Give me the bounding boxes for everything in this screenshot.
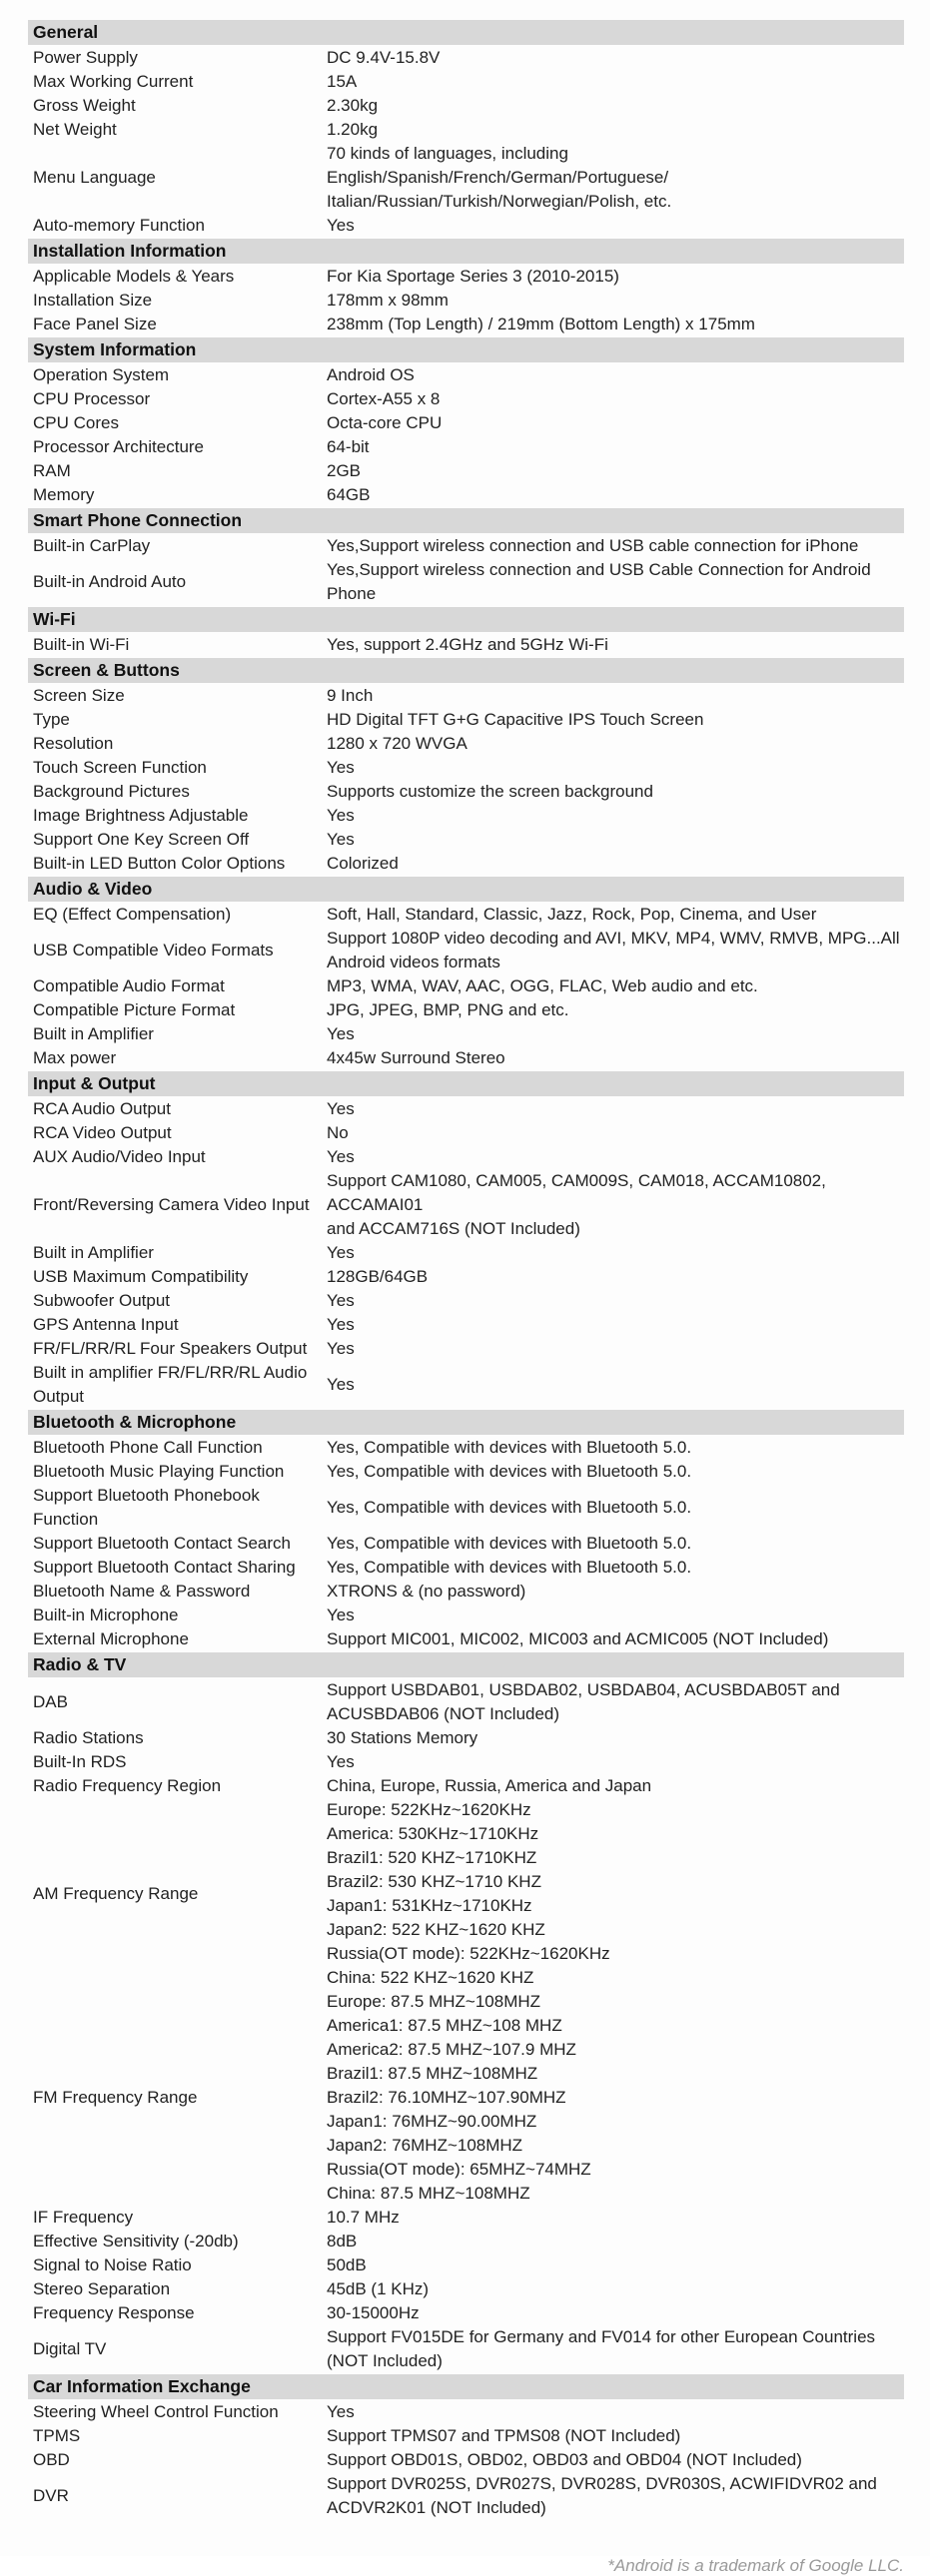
section-header (28, 658, 904, 683)
spec-row (28, 1121, 904, 1145)
spec-value (327, 1990, 904, 2206)
spec-value-line: Russia(OT mode): 65MHZ~74MHZ (327, 2160, 591, 2179)
spec-row (28, 2472, 904, 2520)
spec-label: Radio Frequency Region (33, 1776, 222, 1795)
spec-row (28, 1726, 904, 1750)
spec-row (28, 828, 904, 852)
spec-label: Face Panel Size (33, 315, 157, 333)
spec-value: 238mm (Top Length) / 219mm (Bottom Length) x 175mm (327, 315, 755, 333)
spec-row (28, 1580, 904, 1604)
spec-value: Yes (327, 216, 355, 235)
section-rows (28, 1678, 904, 2373)
spec-label: Built-in CarPlay (33, 536, 151, 555)
spec-value-line: Support CAM1080, CAM005, CAM009S, CAM018, ACCAM10802, ACCAMAI01 (327, 1171, 826, 1214)
spec-value-line: and ACCAM716S (NOT Included) (327, 1219, 580, 1238)
spec-row (28, 732, 904, 756)
spec-value-line: America1: 87.5 MHZ~108 MHZ (327, 2016, 562, 2035)
spec-value: Yes (327, 1339, 355, 1358)
spec-value-line: Japan2: 76MHZ~108MHZ (327, 2136, 523, 2155)
spec-value: Colorized (327, 854, 399, 873)
spec-label: Frequency Response (33, 2303, 195, 2322)
section-header (28, 877, 904, 902)
spec-value: Yes (327, 1147, 355, 1166)
spec-label: Bluetooth Name & Password (33, 1582, 251, 1601)
spec-label: AM Frequency Range (33, 1884, 199, 1903)
spec-value: 128GB/64GB (327, 1267, 429, 1286)
spec-value: Cortex-A55 x 8 (327, 389, 441, 408)
spec-value: Yes, Compatible with devices with Bluetooth 5.0. (327, 1498, 692, 1517)
spec-row (28, 1241, 904, 1265)
spec-value: Soft, Hall, Standard, Classic, Jazz, Rock, Pop, Cinema, and User (327, 905, 817, 924)
spec-row (28, 363, 904, 387)
section-rows (28, 363, 904, 507)
spec-value-line: Brazil1: 87.5 MHZ~108MHZ (327, 2064, 538, 2083)
spec-row (28, 70, 904, 94)
spec-label: Power Supply (33, 48, 138, 67)
spec-value: Yes (327, 1024, 355, 1043)
spec-value-line: (NOT Included) (327, 2351, 443, 2370)
spec-label: Max power (33, 1048, 117, 1067)
spec-label: Built-in Microphone (33, 1606, 179, 1624)
spec-value: 15A (327, 72, 358, 91)
spec-section (28, 658, 904, 876)
spec-value: Yes, Compatible with devices with Bluetooth 5.0. (327, 1558, 692, 1577)
spec-value: 9 Inch (327, 686, 374, 705)
spec-row (28, 2424, 904, 2448)
spec-label: External Microphone (33, 1629, 189, 1648)
spec-label: Bluetooth Music Playing Function (33, 1462, 285, 1481)
spec-row (28, 1774, 904, 1798)
spec-label: GPS Antenna Input (33, 1315, 179, 1334)
spec-table (28, 19, 904, 2576)
spec-value-line: 70 kinds of languages, including (327, 144, 568, 163)
spec-row (28, 1022, 904, 1046)
spec-label: Applicable Models & Years (33, 267, 235, 286)
spec-value: XTRONS & (no password) (327, 1582, 526, 1601)
spec-row (28, 1436, 904, 1460)
spec-value: Support TPMS07 and TPMS08 (NOT Included) (327, 2426, 681, 2445)
spec-label: RAM (33, 461, 71, 480)
spec-row (28, 483, 904, 507)
spec-value: Yes (327, 1291, 355, 1310)
spec-value: Yes (327, 1243, 355, 1262)
spec-row (28, 708, 904, 732)
spec-value (327, 1169, 904, 1241)
spec-value: Octa-core CPU (327, 413, 443, 432)
spec-label: Resolution (33, 734, 114, 753)
spec-value-line: Brazil2: 76.10MHZ~107.90MHZ (327, 2088, 566, 2107)
spec-row (28, 214, 904, 238)
section-title: System Information (33, 339, 197, 359)
spec-row (28, 2277, 904, 2301)
spec-row (28, 974, 904, 998)
spec-label: Signal to Noise Ratio (33, 2255, 192, 2274)
spec-label: Front/Reversing Camera Video Input (33, 1195, 310, 1214)
spec-value: Yes (327, 1606, 355, 1624)
spec-row (28, 1460, 904, 1484)
spec-section (28, 337, 904, 507)
spec-label: Subwoofer Output (33, 1291, 171, 1310)
spec-value-line: Russia(OT mode): 522KHz~1620KHz (327, 1944, 610, 1963)
spec-label: Menu Language (33, 168, 156, 187)
spec-value-line: Brazil1: 520 KHZ~1710KHZ (327, 1848, 537, 1867)
spec-row (28, 46, 904, 70)
spec-value: Yes, Compatible with devices with Bluetooth 5.0. (327, 1534, 692, 1553)
spec-row (28, 1678, 904, 1726)
spec-label: USB Compatible Video Formats (33, 941, 274, 960)
spec-value: Supports customize the screen background (327, 782, 653, 801)
spec-value: 4x45w Surround Stereo (327, 1048, 505, 1067)
spec-value: JPG, JPEG, BMP, PNG and etc. (327, 1000, 569, 1019)
spec-value: Android OS (327, 365, 415, 384)
spec-value (327, 1678, 904, 1726)
section-title: Smart Phone Connection (33, 510, 243, 530)
spec-section (28, 2374, 904, 2520)
spec-label: Operation System (33, 365, 170, 384)
spec-row (28, 2325, 904, 2373)
section-title: Installation Information (33, 241, 227, 261)
spec-value: Yes,Support wireless connection and USB cable connection for iPhone (327, 536, 859, 555)
spec-label: Support Bluetooth Contact Sharing (33, 1558, 296, 1577)
section-title: Bluetooth & Microphone (33, 1412, 237, 1432)
spec-row (28, 94, 904, 118)
spec-value: MP3, WMA, WAV, AAC, OGG, FLAC, Web audio and etc. (327, 976, 758, 995)
spec-label: RCA Video Output (33, 1123, 172, 1142)
spec-section (28, 239, 904, 336)
spec-label: FR/FL/RR/RL Four Speakers Output (33, 1339, 308, 1358)
spec-value (327, 142, 904, 214)
spec-section (28, 1652, 904, 2373)
spec-value: Yes, support 2.4GHz and 5GHz Wi-Fi (327, 635, 608, 654)
section-title: General (33, 22, 99, 42)
section-header (28, 1652, 904, 1677)
section-rows (28, 265, 904, 336)
spec-value: 50dB (327, 2255, 367, 2274)
section-rows (28, 684, 904, 876)
spec-row (28, 852, 904, 876)
spec-value: Yes (327, 830, 355, 849)
spec-label: Net Weight (33, 120, 117, 139)
spec-label: Bluetooth Phone Call Function (33, 1438, 263, 1457)
spec-value-line: China: 522 KHZ~1620 KHZ (327, 1968, 534, 1987)
spec-value: DC 9.4V-15.8V (327, 48, 441, 67)
spec-value: Yes (327, 1315, 355, 1334)
spec-value: 1.20kg (327, 120, 379, 139)
spec-row (28, 1532, 904, 1556)
spec-row (28, 411, 904, 435)
spec-label: Radio Stations (33, 1728, 144, 1747)
spec-label: Max Working Current (33, 72, 194, 91)
spec-label: IF Frequency (33, 2208, 134, 2227)
spec-row (28, 1604, 904, 1627)
spec-value (327, 2472, 904, 2520)
spec-value: 64GB (327, 485, 371, 504)
section-title: Radio & TV (33, 1654, 127, 1674)
spec-value-line: Support 1080P video decoding and AVI, MKV, MP4, WMV, RMVB, MPG...All (327, 929, 900, 948)
spec-section (28, 607, 904, 657)
trademark-footnote: *Android is a trademark of Google LLC. (607, 2556, 904, 2575)
spec-section (28, 877, 904, 1070)
spec-value: Yes (327, 1099, 355, 1118)
section-rows (28, 46, 904, 238)
spec-section (28, 1410, 904, 1651)
spec-label: Built in amplifier FR/FL/RR/RL Audio Output (33, 1363, 308, 1406)
spec-label: RCA Audio Output (33, 1099, 171, 1118)
spec-label: CPU Processor (33, 389, 151, 408)
spec-section (28, 20, 904, 238)
spec-row (28, 265, 904, 289)
spec-value-line: America: 530KHz~1710KHz (327, 1824, 539, 1843)
spec-value: China, Europe, Russia, America and Japan (327, 1776, 652, 1795)
section-rows (28, 534, 904, 606)
spec-label: Installation Size (33, 291, 153, 310)
section-rows (28, 903, 904, 1070)
spec-row (28, 558, 904, 606)
spec-value: 45dB (1 KHz) (327, 2279, 430, 2298)
spec-label: TPMS (33, 2426, 81, 2445)
spec-value-line: Europe: 522KHz~1620KHz (327, 1800, 531, 1819)
spec-row (28, 459, 904, 483)
spec-value: Yes (327, 2402, 355, 2421)
spec-row (28, 1798, 904, 1990)
spec-label: Built-in LED Button Color Options (33, 854, 286, 873)
spec-value-line: Support DVR025S, DVR027S, DVR028S, DVR030S, ACWIFIDVR02 and (327, 2474, 877, 2493)
section-rows (28, 1097, 904, 1409)
spec-row (28, 804, 904, 828)
spec-row (28, 1627, 904, 1651)
section-title: Audio & Video (33, 879, 153, 899)
spec-value-line: China: 87.5 MHZ~108MHZ (327, 2184, 530, 2203)
spec-row (28, 1990, 904, 2206)
spec-value: Yes, Compatible with devices with Bluetooth 5.0. (327, 1438, 692, 1457)
spec-row (28, 780, 904, 804)
spec-row (28, 1265, 904, 1289)
spec-row (28, 142, 904, 214)
spec-value: Yes (327, 758, 355, 777)
spec-value: 64-bit (327, 437, 370, 456)
spec-row (28, 1361, 904, 1409)
spec-value-line: ACUSBDAB06 (NOT Included) (327, 1704, 560, 1723)
spec-label: Compatible Picture Format (33, 1000, 236, 1019)
spec-row (28, 756, 904, 780)
section-header (28, 2374, 904, 2399)
spec-value: 2.30kg (327, 96, 379, 115)
spec-value (327, 558, 904, 606)
spec-row (28, 1313, 904, 1337)
spec-row (28, 2206, 904, 2230)
section-rows (28, 633, 904, 657)
spec-label: OBD (33, 2450, 70, 2469)
spec-label: Built-In RDS (33, 1752, 127, 1771)
spec-row (28, 1337, 904, 1361)
spec-row (28, 1556, 904, 1580)
spec-label: Digital TV (33, 2339, 107, 2358)
spec-value-line: Japan1: 531KHz~1710KHz (327, 1896, 532, 1915)
section-header (28, 1410, 904, 1435)
spec-value: Yes (327, 1752, 355, 1771)
spec-value: 178mm x 98mm (327, 291, 449, 310)
spec-value-line: Japan1: 76MHZ~90.00MHZ (327, 2112, 537, 2131)
spec-value: 1280 x 720 WVGA (327, 734, 467, 753)
section-header (28, 20, 904, 45)
section-header (28, 239, 904, 264)
spec-row (28, 2400, 904, 2424)
section-header (28, 337, 904, 362)
spec-section (28, 508, 904, 606)
section-title: Screen & Buttons (33, 660, 180, 680)
spec-value (327, 1798, 904, 1990)
section-header (28, 1071, 904, 1096)
spec-row (28, 1289, 904, 1313)
spec-row (28, 118, 904, 142)
spec-row (28, 927, 904, 974)
spec-value: 30 Stations Memory (327, 1728, 478, 1747)
spec-row (28, 1046, 904, 1070)
spec-label: Compatible Audio Format (33, 976, 225, 995)
spec-value: For Kia Sportage Series 3 (2010-2015) (327, 267, 619, 286)
spec-label: Image Brightness Adjustable (33, 806, 249, 825)
section-title: Wi-Fi (33, 609, 76, 629)
spec-value-line: ACDVR2K01 (NOT Included) (327, 2498, 546, 2517)
spec-value: Yes (327, 806, 355, 825)
spec-label: Effective Sensitivity (-20db) (33, 2232, 239, 2251)
spec-label: USB Maximum Compatibility (33, 1267, 249, 1286)
spec-value-line: Europe: 87.5 MHZ~108MHZ (327, 1992, 541, 2011)
spec-value-line: Brazil2: 530 KHZ~1710 KHZ (327, 1872, 541, 1891)
spec-label: Screen Size (33, 686, 125, 705)
spec-row (28, 2448, 904, 2472)
spec-label: CPU Cores (33, 413, 119, 432)
spec-label: Support One Key Screen Off (33, 830, 250, 849)
spec-value-line: Japan2: 522 KHZ~1620 KHZ (327, 1920, 545, 1939)
spec-row (28, 1097, 904, 1121)
section-rows (28, 2400, 904, 2520)
spec-value-line: Italian/Russian/Turkish/Norwegian/Polish, etc. (327, 192, 672, 211)
spec-row (28, 1145, 904, 1169)
spec-label: Stereo Separation (33, 2279, 171, 2298)
spec-value-line: English/Spanish/French/German/Portuguese/ (327, 168, 669, 187)
section-title: Input & Output (33, 1073, 156, 1093)
spec-row (28, 2301, 904, 2325)
spec-section (28, 1071, 904, 1409)
spec-row (28, 2254, 904, 2277)
spec-value: 10.7 MHz (327, 2208, 400, 2227)
section-header (28, 607, 904, 632)
spec-row (28, 633, 904, 657)
spec-value-line: Support FV015DE for Germany and FV014 for other European Countries (327, 2327, 876, 2346)
spec-value: Yes, Compatible with devices with Bluetooth 5.0. (327, 1462, 692, 1481)
spec-label: Built-in Wi-Fi (33, 635, 130, 654)
spec-label: Built in Amplifier (33, 1024, 154, 1043)
spec-label: Built-in Android Auto (33, 572, 187, 591)
spec-row (28, 387, 904, 411)
spec-value: Support OBD01S, OBD02, OBD03 and OBD04 (NOT Included) (327, 2450, 802, 2469)
spec-row (28, 534, 904, 558)
spec-label: FM Frequency Range (33, 2088, 198, 2107)
spec-row (28, 903, 904, 927)
spec-label: Memory (33, 485, 95, 504)
spec-value: 30-15000Hz (327, 2303, 420, 2322)
spec-row (28, 1750, 904, 1774)
spec-row (28, 313, 904, 336)
spec-label: Built in Amplifier (33, 1243, 154, 1262)
spec-row (28, 684, 904, 708)
spec-value: Support MIC001, MIC002, MIC003 and ACMIC005 (NOT Included) (327, 1629, 829, 1648)
spec-row (28, 1484, 904, 1532)
spec-row (28, 998, 904, 1022)
spec-label: Type (33, 710, 70, 729)
spec-value: No (327, 1123, 349, 1142)
spec-value-line: Yes,Support wireless connection and USB Cable Connection for Android (327, 560, 871, 579)
section-title: Car Information Exchange (33, 2376, 251, 2396)
spec-value: Yes (327, 1375, 355, 1394)
spec-value (327, 2325, 904, 2373)
spec-value-line: Phone (327, 584, 377, 603)
spec-row (28, 1169, 904, 1241)
spec-sections (28, 20, 904, 2520)
spec-row (28, 435, 904, 459)
spec-label: AUX Audio/Video Input (33, 1147, 206, 1166)
spec-row (28, 2230, 904, 2254)
spec-label: Processor Architecture (33, 437, 205, 456)
section-rows (28, 1436, 904, 1651)
spec-value: 2GB (327, 461, 362, 480)
spec-row (28, 289, 904, 313)
spec-label: Touch Screen Function (33, 758, 207, 777)
spec-value: 8dB (327, 2232, 358, 2251)
spec-label: DAB (33, 1692, 68, 1711)
spec-label: Support Bluetooth Contact Search (33, 1534, 291, 1553)
spec-label: DVR (33, 2486, 69, 2505)
spec-value-line: Support USBDAB01, USBDAB02, USBDAB04, ACUSBDAB05T and (327, 1680, 840, 1699)
spec-label: EQ (Effect Compensation) (33, 905, 232, 924)
spec-label: Auto-memory Function (33, 216, 205, 235)
spec-label: Gross Weight (33, 96, 136, 115)
spec-label: Steering Wheel Control Function (33, 2402, 279, 2421)
spec-value (327, 927, 904, 974)
section-header (28, 508, 904, 533)
spec-label: Background Pictures (33, 782, 190, 801)
spec-value-line: America2: 87.5 MHZ~107.9 MHZ (327, 2040, 576, 2059)
spec-value: HD Digital TFT G+G Capacitive IPS Touch Screen (327, 710, 704, 729)
spec-label: Support Bluetooth Phonebook Function (33, 1486, 260, 1529)
spec-value-line: Android videos formats (327, 953, 500, 971)
